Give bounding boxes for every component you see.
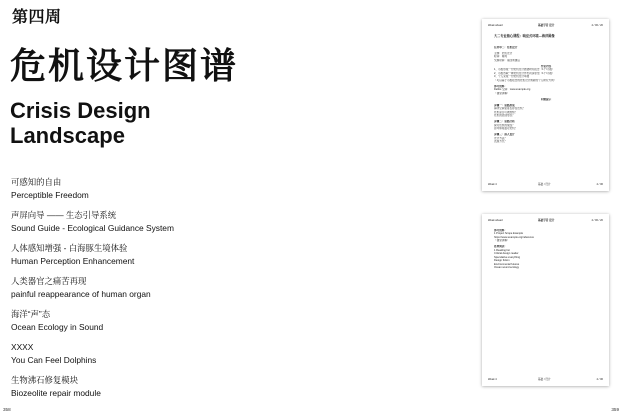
item-title-chinese: 声屏向导 —— 生态引导系统 [11,210,117,220]
thumb-text-line: Delfos 空间：www.example.org [494,88,531,91]
list-item [11,209,241,242]
thumb-header-middle: 基础学者 设计 [538,24,555,27]
thumb-text-line: Environmental futures [494,262,520,266]
thumb-text-line: 交换时间：第四周课后 [494,58,520,62]
thumb-text-line: 1、小组形成一份危机设计图谱研究报告（1个/小组） [494,68,555,71]
thumb-text-line: 表现方式？ [494,140,507,143]
item-title-chinese: 人类器官之痛苦再现 [11,276,87,286]
thumb-title: 大二专业核心课程：响应式环境—海洋图像 [494,34,555,38]
thumb-text-line: （课堂讲解） [494,91,510,95]
thumb-text-line: Ocean sound ecology [494,266,520,269]
list-item [11,341,241,374]
item-title-chinese: 海洋“声”态 [11,309,51,319]
thumb-header-right: 4 / 06 / 20 [591,219,603,222]
thumb-text-line: 参考资料： [494,84,507,88]
item-title-chinese: 人体感知增强 - 白海豚生境体验 [11,243,128,253]
page-number-left: 358 [3,407,11,412]
item-title-chinese: 可感知的自由 [11,177,62,187]
thumb-footer-middle: 基础 / 设计 [538,182,551,186]
thumb-text-line: 设计方法？ [494,136,507,140]
thumb-text-line: 时间：两周 [494,55,507,58]
thumb-footer-middle: 基础 / 设计 [538,377,551,381]
thumb-text-line: 危机的表现形态？ [494,114,515,117]
thumb-text-line: 探究危机的成因？ [494,123,515,127]
list-item [11,242,241,275]
page-title-chinese: 危机设计图谱 [10,45,239,86]
assignment-sheet-thumbnail [482,19,609,191]
thumb-text-line: 海洋空间里是否存在危机？ [494,107,526,110]
project-list [11,176,241,407]
reference-sheet-thumbnail [482,214,609,386]
thumb-header-right: 4 / 06 / 20 [591,24,603,27]
thumb-text-line: （可以基于小组报告的危机设计或新的个人研究方向） [494,78,557,82]
item-title-chinese: 生物沸石修复模块 [11,375,78,385]
thumb-text-line: 危机是否可被感知？ [494,110,518,114]
list-item [11,275,241,308]
item-title-chinese: XXXX [11,342,34,352]
thumb-text-line: Speculative everything [494,255,521,259]
item-title-english: painful reappearance of human organ [11,289,151,299]
thumb-text-line: 2、小组选取一种危机设计作出初步原型（1个/小组） [494,71,555,75]
thumb-text-line: Design fiction [494,259,510,262]
item-title-english: You Can Feel Dolphins [11,355,97,365]
thumb-text-line: 步骤一：思路形成 [494,103,515,107]
thumb-text-line: 1 Project Scope Example [494,232,524,235]
list-item [11,374,241,407]
item-title-english: Sound Guide - Ecological Guidance System [11,223,174,233]
list-item [11,176,241,209]
thumb-text-line: 1 Reading list [494,248,510,252]
thumb-text-line: 问题提示 [540,97,552,101]
thumb-text-line: 主题：危机设计 [494,51,513,55]
thumb-text-line: （课堂讲解） [494,239,510,242]
week-label: 第四周 [12,9,62,26]
thumb-text-line: Critical design reader [494,252,519,255]
thumb-footer-left: Week 4 [488,377,497,381]
item-title-english: Perceptible Freedom [11,190,89,200]
thumb-text-line: 任务单二：危机设计 [494,45,518,49]
thumb-footer-left: Week 4 [488,182,497,186]
thumb-header-middle: 基础学者 设计 [538,219,555,222]
page-title-english [10,98,310,148]
page-title-english-line-2: Landscape [10,123,125,148]
thumb-footer-right: 4 / 06 [596,377,603,381]
thumb-header-left: Week ahead [488,24,503,27]
thumb-body [494,43,598,144]
thumb-text-line: 参考资料： [494,228,507,232]
thumb-footer-right: 4 / 06 [596,182,603,186]
thumb-text-line: 3、个人完成一份危机设计草图 [494,75,530,78]
thumb-text-line: 步骤三：深入设计 [494,133,515,136]
list-item [11,308,241,341]
thumb-header-left: Week ahead [488,219,503,222]
item-title-english: Human Perception Enhancement [11,256,135,266]
thumb-text-line: https://www.example.org/reference [494,235,534,239]
item-title-english: Ocean Ecology in Sound [11,322,104,332]
thumb-text-line: 延伸阅读： [494,245,507,248]
thumb-body [494,226,598,270]
thumb-text-line: 步骤二：思路分析 [494,120,515,123]
item-title-english: Biozeolite repair module [11,388,101,398]
thumb-text-line: 作业内容 [540,64,552,68]
page-number-right: 359 [611,407,619,412]
thumb-text-line: 思考如何面对危机？ [494,127,518,130]
page-title-english-line-1: Crisis Design [10,98,151,123]
